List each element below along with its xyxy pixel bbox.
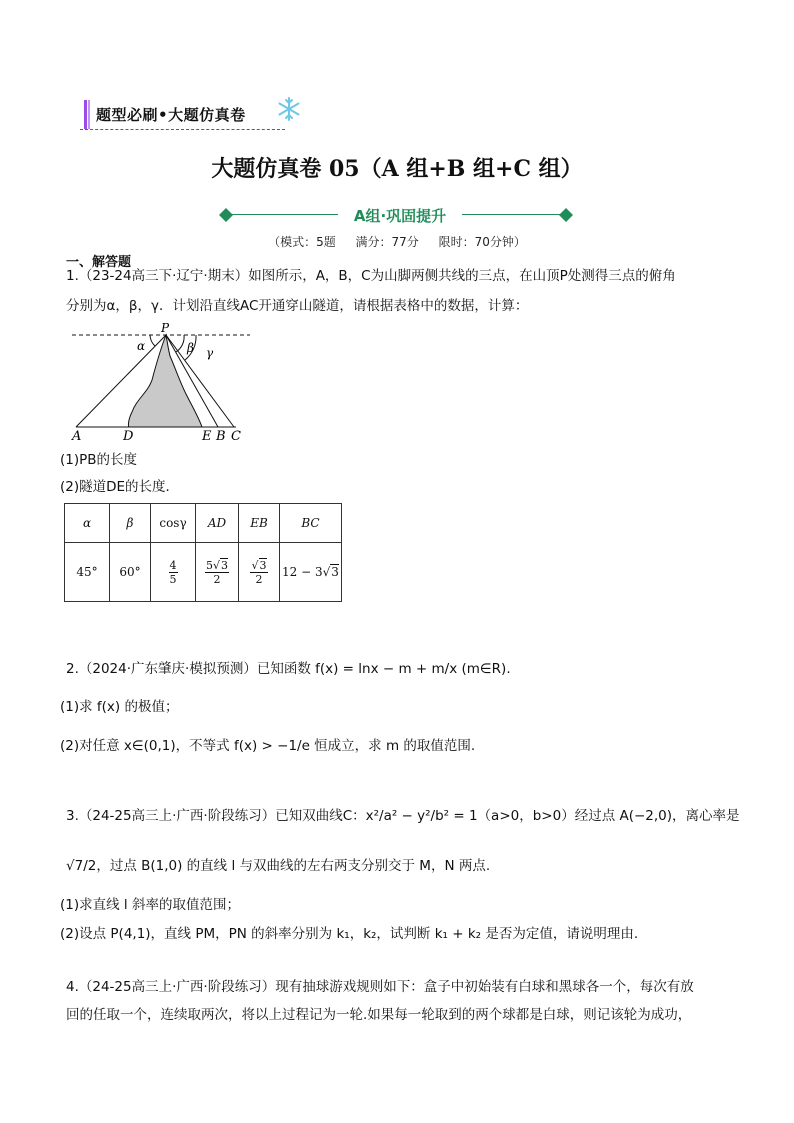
td-cosgamma (151, 543, 196, 602)
td-alpha: 45° (65, 543, 110, 602)
th-EB: EB (239, 504, 280, 543)
label-beta: β (187, 341, 194, 355)
header-accent-bar-secondary (88, 100, 90, 129)
q1-text-line2: 分别为α，β，γ．计划沿直线AC开通穿山隧道，请根据表格中的数据，计算： (66, 298, 529, 314)
th-beta: β (110, 504, 151, 543)
th-AD: AD (196, 504, 239, 543)
group-divider-right (462, 214, 568, 215)
q4-text-line2: 回的任取一个，连续取两次，将以上过程记为一轮.如果每一轮取到的两个球都是白球，则记该轮为成功， (66, 1007, 692, 1023)
group-label: A组·巩固提升 (353, 207, 447, 225)
page-title: 大题仿真卷 05（A 组+B 组+C 组） (211, 156, 583, 182)
header-divider (80, 129, 285, 130)
q1-part1: (1)PB的长度 (60, 452, 138, 468)
q4-text-line1: 4.（24-25高三上·广西·阶段练习）现有抽球游戏规则如下：盒子中初始装有白球和黑球各一个，每次有放 (66, 979, 694, 995)
header-tag: 题型必刷•大题仿真卷 (96, 106, 246, 124)
th-alpha: α (65, 504, 110, 543)
diamond-left-icon (218, 207, 234, 223)
eb-den: 2 (255, 572, 263, 586)
q3-text-line2: √7/2，过点 B(1,0) 的直线 l 与双曲线的左右两支分别交于 M，N 两点. (66, 858, 491, 874)
td-EB: $\frac{√3}{2}$ (239, 543, 280, 602)
td-AD: $\frac{5√3}{2}$ (196, 543, 239, 602)
meta-time: 限时：70分钟） (438, 235, 526, 249)
ad-rad: 3 (221, 558, 228, 572)
th-BC: BC (280, 504, 342, 543)
meta-score: 满分：77分 (355, 235, 419, 249)
label-D: D (123, 429, 134, 444)
q1-mountain-figure (66, 320, 256, 446)
ad-coef: 5 (205, 558, 213, 572)
section-title: 一、解答题 (66, 255, 132, 270)
ad-den: 2 (213, 572, 221, 586)
exam-meta (0, 233, 794, 250)
bc-prefix: 12 − 3 (282, 565, 323, 579)
cos-num: 4 (169, 558, 177, 572)
label-gamma: γ (206, 346, 214, 360)
q3-text-line1: 3.（24-25高三上·广西·阶段练习）已知双曲线C：x²/a² − y²/b² = 1（a>0，b>0）经过点 A(−2,0)，离心率是 (66, 808, 740, 824)
cos-den: 5 (169, 572, 177, 586)
td-BC: 12 − 3√3 (280, 543, 342, 602)
label-B: B (216, 429, 226, 444)
q1-part2: (2)隧道DE的长度． (60, 479, 180, 495)
label-P: P (161, 321, 170, 335)
label-A: A (72, 429, 82, 444)
q3-part1: (1)求直线 l 斜率的取值范围； (60, 897, 240, 913)
q1-text-line1: 1.（23-24高三下·辽宁·期末）如图所示，A，B，C为山脚两侧共线的三点，在山顶P处测得三点的俯角 (66, 268, 676, 284)
q2-text: 2.（2024·广东肇庆·模拟预测）已知函数 f(x) = lnx − m + m/x (m∈R). (66, 661, 511, 677)
eb-rad: 3 (259, 558, 267, 572)
q1-data-table (64, 503, 342, 602)
snowflake-icon (276, 96, 302, 122)
label-C: C (231, 429, 241, 444)
bc-rad: 3 (331, 565, 339, 579)
td-beta: 60° (110, 543, 151, 602)
label-E: E (202, 429, 212, 444)
th-cosgamma: cosγ (151, 504, 196, 543)
diamond-right-icon (558, 207, 574, 223)
q2-part2: (2)对任意 x∈(0,1)，不等式 f(x) > −1/e 恒成立，求 m 的取值范围. (60, 738, 476, 754)
meta-mode: （模式：5题 (268, 235, 336, 249)
label-alpha: α (137, 339, 146, 353)
header-accent-bar (84, 100, 87, 129)
q3-part2: (2)设点 P(4,1)，直线 PM，PN 的斜率分别为 k₁，k₂，试判断 k₁ + k₂ 是否为定值，请说明理由. (60, 926, 639, 942)
q2-part1: (1)求 f(x) 的极值； (60, 699, 179, 715)
group-divider-left (232, 214, 338, 215)
